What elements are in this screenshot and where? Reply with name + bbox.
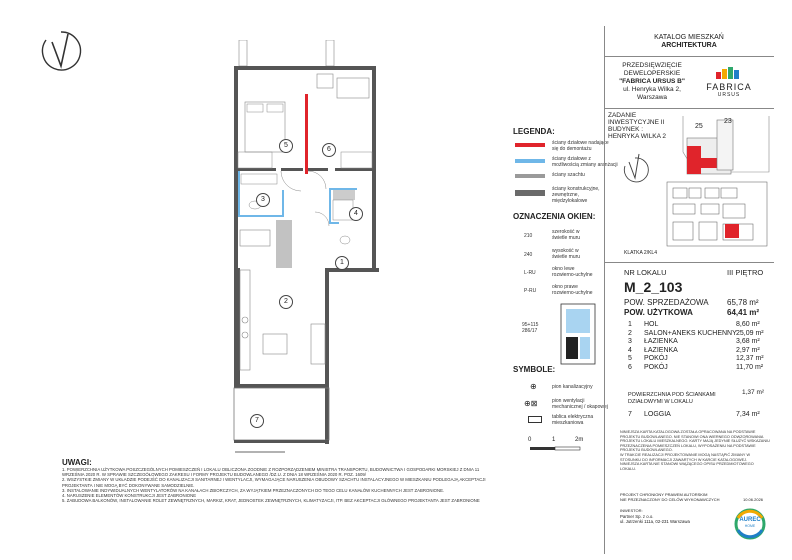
vent-pipe-icon: ⊕⊠ — [524, 399, 538, 408]
room-6-marker: 6 — [322, 143, 336, 157]
fabrica-logo-mark — [714, 66, 744, 80]
date: 10.06.2026 — [743, 497, 764, 502]
legend-title: LEGENDA: — [513, 127, 555, 136]
symbols-title: SYMBOLE: — [513, 365, 556, 374]
loggia-area: 7,34 m² — [736, 411, 760, 418]
scale-2: 2m — [575, 437, 584, 443]
red-wall — [305, 94, 308, 174]
disclaimer: NINIEJSZA KARTA KATALOGOWA ZOSTAŁA OPRACOWANA NA PODSTAWIE PROJEKTU BUDOWLANEGO. NIE STANOWI ONA WIERNEGO ODWZOROWANIA PROJEKTU LOKALU MIESZKALNEGO. KARTY MAJĄ JEDYNIE SŁUŻYĆ WSKAZANIU PRZEZNACZENIA POMIESZCZEŃ LOKALU, WYPOSAŻENIU NA PODSTAWIE PROJEKTU BUDOWLANEGO. W TRAKCIE REALIZACJI PROJEKTOWANIE MOGĄ NASTĄPIĆ ZMIANY W STOSUNKU DO INFORMACJI ZAWARTYCH W KARCIE KATALOGOWEJ. NINIEJSZA KARTA NIE STANOWI WIĄŻĄCEGO OPISU PRZEDMIOTOWEGO LOKALU. — [620, 430, 770, 471]
scale-bar — [530, 446, 586, 452]
legend-item-blue: ściany działowe z możliwością zmiany aranżacji — [552, 156, 618, 168]
map-label-25: 25 — [695, 123, 703, 130]
note-4: 4. NARUSZENIE ELEMENTÓW KONSTRUKCJI JEST ZABRONIONE — [62, 493, 197, 499]
walls-area-value: 1,37 m² — [742, 389, 765, 396]
room-row-no: 3 — [628, 338, 632, 345]
scale-1: 1 — [552, 437, 556, 443]
room-row-no: 4 — [628, 346, 632, 354]
sales-area-label: POW. SPRZEDAŻOWA — [624, 298, 709, 307]
window-desc-4: okno prawe rozwierno-uchylne — [552, 284, 593, 296]
room-row-no: 1 — [628, 321, 632, 328]
walls-area-label: POWIERZCHNIA POD ŚCIANKAMI DZIAŁOWYMI W LOKALU — [628, 392, 716, 405]
electric-panel-icon — [528, 416, 542, 423]
floor-label: III PIĘTRO — [727, 268, 764, 277]
window-desc-2: wysokość w świetle muru — [552, 248, 581, 260]
staircase-label: KLATKA 2/KL4 — [624, 250, 657, 256]
nr-label: NR LOKALU — [624, 268, 667, 277]
fabrica-logo-text: FABRICA — [706, 82, 752, 92]
note-3: 3. INSTALOWANIE INDYWIDUALNYCH WENTYLATORÓW NA KANAŁACH ZBIORCZYCH, ZA WYJĄTKIEM PRZEZNACZONYCH DO TEGO CELU KANAŁÓW KUCHENNYCH JEST ZABRONIONE. — [62, 487, 445, 493]
room-row-name: SALON+ANEKS KUCHENNY — [644, 329, 737, 337]
room-row-no: 6 — [628, 363, 632, 371]
legend-swatch-dark — [515, 190, 545, 196]
room-row-name: POKÓJ — [644, 363, 668, 371]
note-5: 5. ZABUDOWA BALKONÓW, INSTALOWANIE ROLET ZEWNĘTRZNYCH, MARKIZ, KRAT, JEDNOSTEK ZEWNĘTRZNYCH, KLIMATYZACJI, ITP. BEZ AKCEPTACJI GŁÓWNEGO PROJEKTANTA JEST ZABRONIONE — [62, 498, 480, 504]
room-1-marker: 1 — [335, 256, 349, 270]
window-code-2: 240 — [524, 252, 533, 258]
windows-title: OZNACZENIA OKIEN: — [513, 212, 596, 221]
window-code-1: 210 — [524, 233, 533, 239]
site-map — [605, 112, 773, 252]
room-row-name: HOL — [644, 321, 659, 328]
catalog-title: KATALOG MIESZKAŃ — [654, 34, 724, 41]
divider — [604, 108, 774, 109]
notes-title: UWAGI: — [62, 458, 92, 467]
window-code-4: P-RU — [524, 288, 537, 294]
room-row-name: ŁAZIENKA — [644, 338, 678, 345]
room-row-area: 8,60 m² — [736, 321, 760, 328]
legend-swatch-grey — [515, 174, 545, 178]
usable-area-value: 64,41 m² — [727, 308, 760, 317]
divider — [604, 56, 774, 57]
project-label: PRZEDSIĘWZIĘCIE DEWELOPERSKIE — [622, 62, 682, 77]
room-row-name: POKÓJ — [644, 355, 668, 362]
legend-item-dark: ściany konstrukcyjne, zewnętrzne, międzylokalowe — [552, 186, 600, 204]
note-2: 2. WSZYSTKIE ZMIANY W UKŁADZIE PODEJŚĆ DO KANALIZACJI SANITARNEJ I WENTYLACJI, WYMAGAJĄCE NARUSZENIA OBUDOWY SZACHTU INSTALACYJNEGO W MIESZKANIU PODLEGAJĄ AKCEPTACJI PROJEKTANTA I NIE MOGĄ BYĆ DOKONYWANE SAMODZIELNIE. — [62, 477, 486, 488]
window-desc-3: okno lewe rozwierno-uchylne — [552, 266, 593, 278]
room-7-marker: 7 — [250, 414, 264, 428]
loggia-name: LOGGIA — [644, 411, 671, 418]
project-city: Warszawa — [636, 94, 668, 101]
room-row-area: 25,09 m² — [736, 329, 764, 337]
legend-swatch-red — [515, 143, 545, 147]
room-row-area: 3,68 m² — [736, 338, 760, 345]
floor-plan — [225, 40, 495, 460]
aurec-sub: HOME — [744, 524, 756, 528]
window-code-3: L-RU — [524, 270, 536, 276]
note-1: 1. POWIERZCHNIA UŻYTKOWA POSZCZEGÓLNYCH POMIESZCZEŃ I LOKALU OBLICZONA ZGODNIE Z ROZPORZĄDZENIEM MINISTRA TRANSPORTU, BUDOWNICTWA I GOSPODARKI MORSKIEJ Z DNIA 11 WRZEŚNIA 2020 R. W SPRAWIE SZCZEGÓŁOWEGO ZAKRESU I FORMY PROJEKTU BUDOWLANEGO /DZ.U. Z DNIA 18 WRZEŚNIA 2020 R. POZ. 1609/ — [62, 467, 480, 478]
sales-area-value: 65,78 m² — [727, 298, 759, 307]
room-row-name: ŁAZIENKA — [644, 346, 678, 354]
window-diagram — [560, 303, 596, 365]
symbol-desc-1: pion kanalizacyjny — [552, 384, 593, 390]
usable-area-label: POW. UŻYTKOWA — [624, 308, 693, 317]
loggia-no: 7 — [628, 411, 632, 418]
unit-id: M_2_103 — [624, 279, 683, 295]
room-row-no: 5 — [628, 355, 632, 362]
room-2-marker: 2 — [279, 295, 293, 309]
room-5-marker: 5 — [279, 139, 293, 153]
map-label-23: 23 — [724, 118, 732, 125]
symbol-desc-3: tablica elektryczna mieszkaniowa — [552, 414, 594, 426]
room-row-no: 2 — [628, 329, 632, 337]
room-row-area: 12,37 m² — [736, 355, 764, 362]
room-row-area: 11,70 m² — [736, 363, 764, 371]
investor: Partner Sp. z o.o. ul. Jutrzenki 111a, 02-231 Warszawa — [620, 514, 690, 524]
window-desc-1: szerokość w świetle muru — [552, 229, 581, 241]
scale-0: 0 — [528, 437, 532, 443]
symbol-desc-2: pion wentylacji mechanicznej / okapowej — [552, 398, 608, 410]
room-4-marker: 4 — [349, 207, 363, 221]
window-dims: 95+115 286/17 — [522, 322, 539, 334]
room-row-area: 2,97 m² — [736, 346, 760, 354]
legend-swatch-blue — [515, 159, 545, 163]
room-3-marker: 3 — [256, 193, 270, 207]
legend-item-red: ściany działowe nadające się do demontażu — [552, 140, 609, 152]
task-label: ZADANIE INWESTYCYJNE II BUDYNEK : HENRYKA WILKA 2 — [608, 112, 667, 140]
copyright: PROJEKT CHRONIONY PRAWEM AUTORSKIM NIE PRZEZNACZONY DO CELÓW WYKONAWCZYCH — [620, 492, 720, 502]
aurec-text: AUREC — [739, 517, 761, 523]
architecture-title: ARCHITEKTURA — [661, 42, 717, 49]
investor-label: INWESTOR: — [620, 508, 643, 513]
architect-logo — [38, 28, 84, 74]
fabrica-logo-sub: URSUS — [717, 92, 741, 98]
divider — [604, 262, 774, 263]
project-address: ul. Henryka Wilka 2, — [623, 86, 681, 93]
sewer-pipe-icon: ⊕ — [530, 382, 537, 391]
legend-item-grey: ściany szachtu — [552, 172, 585, 178]
notes — [62, 458, 492, 503]
project-name: "FABRICA URSUS B" — [619, 78, 685, 85]
